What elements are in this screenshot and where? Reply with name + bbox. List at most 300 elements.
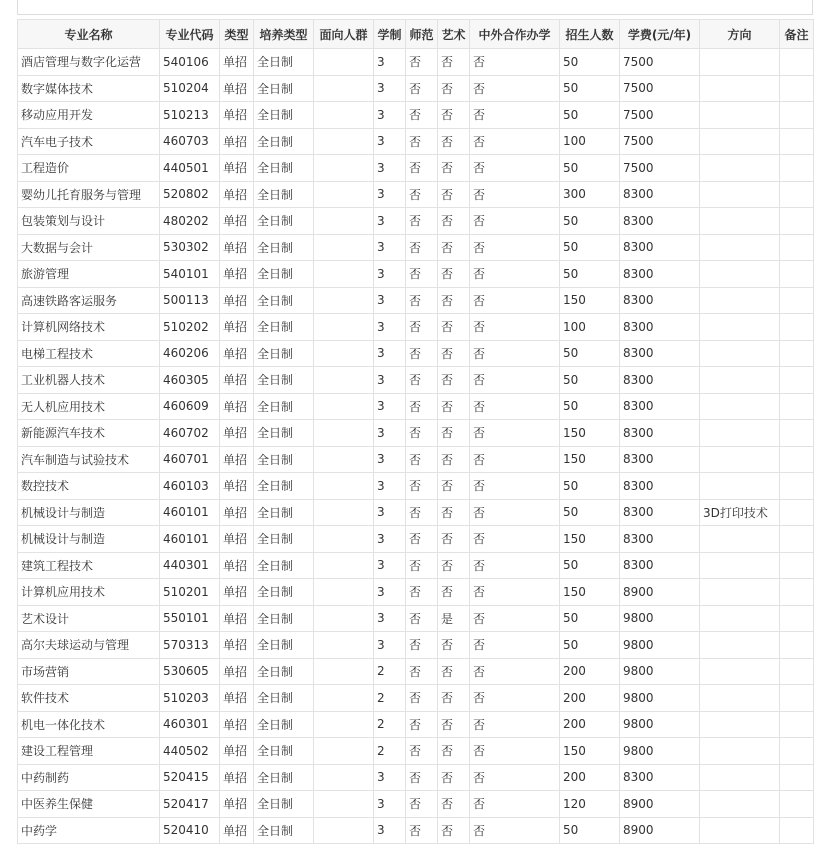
cell-joint-program: 否	[470, 314, 560, 341]
header-remarks: 备注	[780, 20, 814, 49]
cell-remarks	[780, 261, 814, 288]
cell-teacher-training: 否	[406, 764, 438, 791]
cell-target-group	[314, 393, 374, 420]
cell-major-code: 460103	[160, 473, 220, 500]
cell-joint-program: 否	[470, 287, 560, 314]
header-joint-program: 中外合作办学	[470, 20, 560, 49]
cell-major-name: 数控技术	[18, 473, 160, 500]
cell-major-code: 460206	[160, 340, 220, 367]
cell-enrollment: 50	[560, 234, 620, 261]
cell-training-type: 全日制	[254, 49, 314, 76]
cell-major-code: 460101	[160, 499, 220, 526]
cell-teacher-training: 否	[406, 155, 438, 182]
table-row	[18, 102, 814, 129]
cell-remarks	[780, 181, 814, 208]
cell-teacher-training: 否	[406, 446, 438, 473]
cell-joint-program: 否	[470, 234, 560, 261]
cell-major-name: 大数据与会计	[18, 234, 160, 261]
cell-teacher-training: 否	[406, 49, 438, 76]
cell-major-name: 移动应用开发	[18, 102, 160, 129]
cell-training-type: 全日制	[254, 234, 314, 261]
cell-target-group	[314, 817, 374, 844]
cell-art: 否	[438, 234, 470, 261]
cell-type: 单招	[220, 340, 254, 367]
cell-joint-program: 否	[470, 499, 560, 526]
cell-direction	[700, 287, 780, 314]
cell-art: 否	[438, 711, 470, 738]
cell-teacher-training: 否	[406, 420, 438, 447]
cell-joint-program: 否	[470, 340, 560, 367]
cell-type: 单招	[220, 367, 254, 394]
cell-teacher-training: 否	[406, 287, 438, 314]
cell-duration: 3	[374, 605, 406, 632]
cell-direction	[700, 393, 780, 420]
cell-target-group	[314, 208, 374, 235]
cell-major-name: 旅游管理	[18, 261, 160, 288]
cell-teacher-training: 否	[406, 499, 438, 526]
cell-duration: 3	[374, 791, 406, 818]
cell-joint-program: 否	[470, 738, 560, 765]
cell-enrollment: 50	[560, 393, 620, 420]
cell-joint-program: 否	[470, 764, 560, 791]
cell-tuition: 8300	[620, 764, 700, 791]
cell-tuition: 8900	[620, 791, 700, 818]
cell-direction	[700, 234, 780, 261]
cell-tuition: 7500	[620, 128, 700, 155]
cell-major-name: 市场营销	[18, 658, 160, 685]
cell-joint-program: 否	[470, 552, 560, 579]
cell-direction	[700, 473, 780, 500]
cell-major-name: 中医养生保健	[18, 791, 160, 818]
cell-training-type: 全日制	[254, 711, 314, 738]
cell-teacher-training: 否	[406, 208, 438, 235]
cell-remarks	[780, 632, 814, 659]
cell-type: 单招	[220, 711, 254, 738]
cell-type: 单招	[220, 420, 254, 447]
cell-direction	[700, 261, 780, 288]
cell-enrollment: 50	[560, 552, 620, 579]
cell-training-type: 全日制	[254, 102, 314, 129]
cell-teacher-training: 否	[406, 393, 438, 420]
cell-duration: 3	[374, 499, 406, 526]
cell-direction	[700, 340, 780, 367]
cell-art: 否	[438, 685, 470, 712]
table-row	[18, 128, 814, 155]
cell-enrollment: 50	[560, 208, 620, 235]
cell-duration: 3	[374, 261, 406, 288]
cell-tuition: 9800	[620, 605, 700, 632]
table-row	[18, 181, 814, 208]
cell-major-name: 包装策划与设计	[18, 208, 160, 235]
cell-joint-program: 否	[470, 711, 560, 738]
cell-tuition: 8300	[620, 287, 700, 314]
cell-target-group	[314, 552, 374, 579]
cell-duration: 3	[374, 446, 406, 473]
cell-direction	[700, 738, 780, 765]
table-body	[18, 49, 814, 844]
cell-duration: 2	[374, 738, 406, 765]
cell-tuition: 7500	[620, 155, 700, 182]
cell-type: 单招	[220, 446, 254, 473]
table-row	[18, 75, 814, 102]
cell-tuition: 9800	[620, 632, 700, 659]
cell-type: 单招	[220, 261, 254, 288]
cell-target-group	[314, 340, 374, 367]
cell-training-type: 全日制	[254, 446, 314, 473]
cell-enrollment: 100	[560, 128, 620, 155]
cell-enrollment: 50	[560, 261, 620, 288]
cell-art: 否	[438, 791, 470, 818]
cell-direction	[700, 208, 780, 235]
table-row	[18, 499, 814, 526]
cell-enrollment: 150	[560, 738, 620, 765]
cell-major-code: 460305	[160, 367, 220, 394]
cell-enrollment: 200	[560, 658, 620, 685]
table-row	[18, 817, 814, 844]
cell-target-group	[314, 738, 374, 765]
cell-enrollment: 100	[560, 314, 620, 341]
cell-tuition: 8300	[620, 420, 700, 447]
cell-remarks	[780, 685, 814, 712]
cell-type: 单招	[220, 499, 254, 526]
cell-remarks	[780, 711, 814, 738]
cell-enrollment: 50	[560, 605, 620, 632]
cell-training-type: 全日制	[254, 181, 314, 208]
cell-training-type: 全日制	[254, 367, 314, 394]
cell-direction	[700, 155, 780, 182]
cell-joint-program: 否	[470, 605, 560, 632]
cell-teacher-training: 否	[406, 181, 438, 208]
cell-training-type: 全日制	[254, 420, 314, 447]
header-enrollment: 招生人数	[560, 20, 620, 49]
cell-tuition: 8300	[620, 499, 700, 526]
cell-joint-program: 否	[470, 128, 560, 155]
table-header-row	[18, 20, 814, 49]
cell-training-type: 全日制	[254, 632, 314, 659]
cell-enrollment: 120	[560, 791, 620, 818]
cell-art: 否	[438, 75, 470, 102]
table-row	[18, 287, 814, 314]
cell-tuition: 8300	[620, 473, 700, 500]
cell-remarks	[780, 155, 814, 182]
cell-direction	[700, 181, 780, 208]
cell-tuition: 7500	[620, 49, 700, 76]
cell-major-name: 工业机器人技术	[18, 367, 160, 394]
cell-tuition: 8300	[620, 181, 700, 208]
cell-joint-program: 否	[470, 261, 560, 288]
cell-enrollment: 150	[560, 579, 620, 606]
cell-art: 否	[438, 340, 470, 367]
cell-training-type: 全日制	[254, 579, 314, 606]
cell-major-code: 570313	[160, 632, 220, 659]
cell-tuition: 8300	[620, 367, 700, 394]
cell-duration: 2	[374, 711, 406, 738]
cell-major-name: 建设工程管理	[18, 738, 160, 765]
cell-major-code: 460101	[160, 526, 220, 553]
cell-major-name: 高速铁路客运服务	[18, 287, 160, 314]
cell-target-group	[314, 791, 374, 818]
cell-remarks	[780, 473, 814, 500]
cell-direction	[700, 75, 780, 102]
cell-duration: 3	[374, 526, 406, 553]
cell-tuition: 8300	[620, 393, 700, 420]
cell-type: 单招	[220, 49, 254, 76]
cell-art: 否	[438, 526, 470, 553]
cell-art: 否	[438, 817, 470, 844]
cell-joint-program: 否	[470, 473, 560, 500]
cell-direction	[700, 817, 780, 844]
cell-direction	[700, 49, 780, 76]
cell-remarks	[780, 102, 814, 129]
cell-enrollment: 50	[560, 632, 620, 659]
cell-duration: 3	[374, 420, 406, 447]
table-row	[18, 711, 814, 738]
cell-direction	[700, 314, 780, 341]
cell-joint-program: 否	[470, 446, 560, 473]
cell-major-code: 460701	[160, 446, 220, 473]
cell-remarks	[780, 367, 814, 394]
cell-teacher-training: 否	[406, 234, 438, 261]
cell-training-type: 全日制	[254, 473, 314, 500]
cell-joint-program: 否	[470, 817, 560, 844]
cell-type: 单招	[220, 579, 254, 606]
cell-tuition: 8300	[620, 208, 700, 235]
cell-enrollment: 200	[560, 685, 620, 712]
cell-type: 单招	[220, 314, 254, 341]
cell-art: 否	[438, 261, 470, 288]
cell-joint-program: 否	[470, 181, 560, 208]
cell-art: 否	[438, 128, 470, 155]
cell-type: 单招	[220, 764, 254, 791]
table-row	[18, 155, 814, 182]
cell-major-name: 电梯工程技术	[18, 340, 160, 367]
cell-art: 否	[438, 155, 470, 182]
cell-enrollment: 50	[560, 49, 620, 76]
table-row	[18, 526, 814, 553]
cell-major-name: 软件技术	[18, 685, 160, 712]
cell-direction: 3D打印技术	[700, 499, 780, 526]
header-duration: 学制	[374, 20, 406, 49]
cell-type: 单招	[220, 75, 254, 102]
cell-remarks	[780, 314, 814, 341]
cell-art: 否	[438, 181, 470, 208]
cell-training-type: 全日制	[254, 817, 314, 844]
table-row	[18, 685, 814, 712]
cell-direction	[700, 526, 780, 553]
cell-major-name: 中药制药	[18, 764, 160, 791]
cell-tuition: 8300	[620, 261, 700, 288]
cell-direction	[700, 605, 780, 632]
cell-target-group	[314, 764, 374, 791]
cell-remarks	[780, 738, 814, 765]
cell-direction	[700, 791, 780, 818]
cell-art: 否	[438, 499, 470, 526]
cell-remarks	[780, 552, 814, 579]
cell-training-type: 全日制	[254, 685, 314, 712]
cell-art: 否	[438, 49, 470, 76]
table-row	[18, 261, 814, 288]
cell-joint-program: 否	[470, 579, 560, 606]
cell-type: 单招	[220, 552, 254, 579]
cell-enrollment: 50	[560, 499, 620, 526]
cell-direction	[700, 579, 780, 606]
cell-art: 否	[438, 473, 470, 500]
cell-art: 否	[438, 738, 470, 765]
cell-joint-program: 否	[470, 685, 560, 712]
cell-teacher-training: 否	[406, 579, 438, 606]
cell-direction	[700, 764, 780, 791]
cell-art: 否	[438, 314, 470, 341]
cell-target-group	[314, 420, 374, 447]
header-direction: 方向	[700, 20, 780, 49]
cell-tuition: 9800	[620, 738, 700, 765]
cell-tuition: 8300	[620, 314, 700, 341]
cell-enrollment: 50	[560, 102, 620, 129]
cell-remarks	[780, 791, 814, 818]
cell-training-type: 全日制	[254, 526, 314, 553]
cell-duration: 3	[374, 314, 406, 341]
top-container-edge	[17, 0, 813, 15]
cell-enrollment: 50	[560, 473, 620, 500]
cell-major-code: 540106	[160, 49, 220, 76]
table-row	[18, 552, 814, 579]
cell-remarks	[780, 658, 814, 685]
cell-major-code: 520417	[160, 791, 220, 818]
cell-major-code: 460609	[160, 393, 220, 420]
cell-training-type: 全日制	[254, 552, 314, 579]
table-row	[18, 340, 814, 367]
cell-training-type: 全日制	[254, 155, 314, 182]
cell-teacher-training: 否	[406, 75, 438, 102]
cell-art: 否	[438, 632, 470, 659]
cell-target-group	[314, 102, 374, 129]
cell-training-type: 全日制	[254, 287, 314, 314]
cell-type: 单招	[220, 208, 254, 235]
cell-duration: 3	[374, 128, 406, 155]
cell-direction	[700, 658, 780, 685]
cell-teacher-training: 否	[406, 367, 438, 394]
cell-type: 单招	[220, 632, 254, 659]
cell-major-code: 440502	[160, 738, 220, 765]
cell-target-group	[314, 287, 374, 314]
cell-duration: 3	[374, 208, 406, 235]
cell-tuition: 8300	[620, 446, 700, 473]
cell-teacher-training: 否	[406, 817, 438, 844]
cell-joint-program: 否	[470, 420, 560, 447]
cell-target-group	[314, 367, 374, 394]
cell-direction	[700, 367, 780, 394]
cell-duration: 3	[374, 340, 406, 367]
cell-major-code: 510202	[160, 314, 220, 341]
cell-enrollment: 300	[560, 181, 620, 208]
cell-tuition: 9800	[620, 658, 700, 685]
cell-art: 否	[438, 579, 470, 606]
cell-major-name: 新能源汽车技术	[18, 420, 160, 447]
cell-target-group	[314, 234, 374, 261]
table-row	[18, 314, 814, 341]
cell-target-group	[314, 658, 374, 685]
cell-major-code: 440301	[160, 552, 220, 579]
cell-type: 单招	[220, 658, 254, 685]
cell-target-group	[314, 75, 374, 102]
cell-enrollment: 50	[560, 817, 620, 844]
cell-training-type: 全日制	[254, 658, 314, 685]
cell-major-name: 机电一体化技术	[18, 711, 160, 738]
cell-teacher-training: 否	[406, 791, 438, 818]
cell-major-code: 540101	[160, 261, 220, 288]
header-type: 类型	[220, 20, 254, 49]
header-tuition: 学费(元/年)	[620, 20, 700, 49]
cell-tuition: 8900	[620, 579, 700, 606]
cell-major-code: 510213	[160, 102, 220, 129]
cell-major-code: 480202	[160, 208, 220, 235]
cell-remarks	[780, 393, 814, 420]
cell-duration: 3	[374, 234, 406, 261]
cell-training-type: 全日制	[254, 393, 314, 420]
cell-training-type: 全日制	[254, 605, 314, 632]
cell-joint-program: 否	[470, 791, 560, 818]
cell-type: 单招	[220, 738, 254, 765]
cell-duration: 3	[374, 49, 406, 76]
cell-tuition: 8300	[620, 234, 700, 261]
cell-remarks	[780, 287, 814, 314]
cell-tuition: 8300	[620, 552, 700, 579]
cell-major-name: 建筑工程技术	[18, 552, 160, 579]
cell-direction	[700, 711, 780, 738]
cell-art: 否	[438, 287, 470, 314]
table-row	[18, 367, 814, 394]
cell-joint-program: 否	[470, 658, 560, 685]
cell-enrollment: 200	[560, 711, 620, 738]
cell-duration: 3	[374, 102, 406, 129]
cell-remarks	[780, 420, 814, 447]
cell-type: 单招	[220, 791, 254, 818]
table-row	[18, 579, 814, 606]
enrollment-plan-table	[17, 19, 814, 844]
header-teacher-training: 师范	[406, 20, 438, 49]
cell-type: 单招	[220, 234, 254, 261]
cell-tuition: 8900	[620, 817, 700, 844]
cell-enrollment: 50	[560, 367, 620, 394]
table-row	[18, 208, 814, 235]
cell-remarks	[780, 499, 814, 526]
cell-remarks	[780, 579, 814, 606]
cell-duration: 3	[374, 287, 406, 314]
table-row	[18, 605, 814, 632]
cell-teacher-training: 否	[406, 552, 438, 579]
cell-remarks	[780, 817, 814, 844]
header-target-group: 面向人群	[314, 20, 374, 49]
cell-remarks	[780, 446, 814, 473]
cell-art: 否	[438, 420, 470, 447]
cell-art: 否	[438, 102, 470, 129]
cell-type: 单招	[220, 393, 254, 420]
cell-major-code: 460301	[160, 711, 220, 738]
cell-type: 单招	[220, 287, 254, 314]
table-row	[18, 764, 814, 791]
table-row	[18, 393, 814, 420]
cell-enrollment: 200	[560, 764, 620, 791]
cell-target-group	[314, 314, 374, 341]
cell-major-name: 计算机应用技术	[18, 579, 160, 606]
cell-art: 否	[438, 208, 470, 235]
cell-tuition: 8300	[620, 340, 700, 367]
cell-duration: 3	[374, 632, 406, 659]
cell-remarks	[780, 128, 814, 155]
cell-enrollment: 150	[560, 420, 620, 447]
header-training-type: 培养类型	[254, 20, 314, 49]
cell-teacher-training: 否	[406, 128, 438, 155]
